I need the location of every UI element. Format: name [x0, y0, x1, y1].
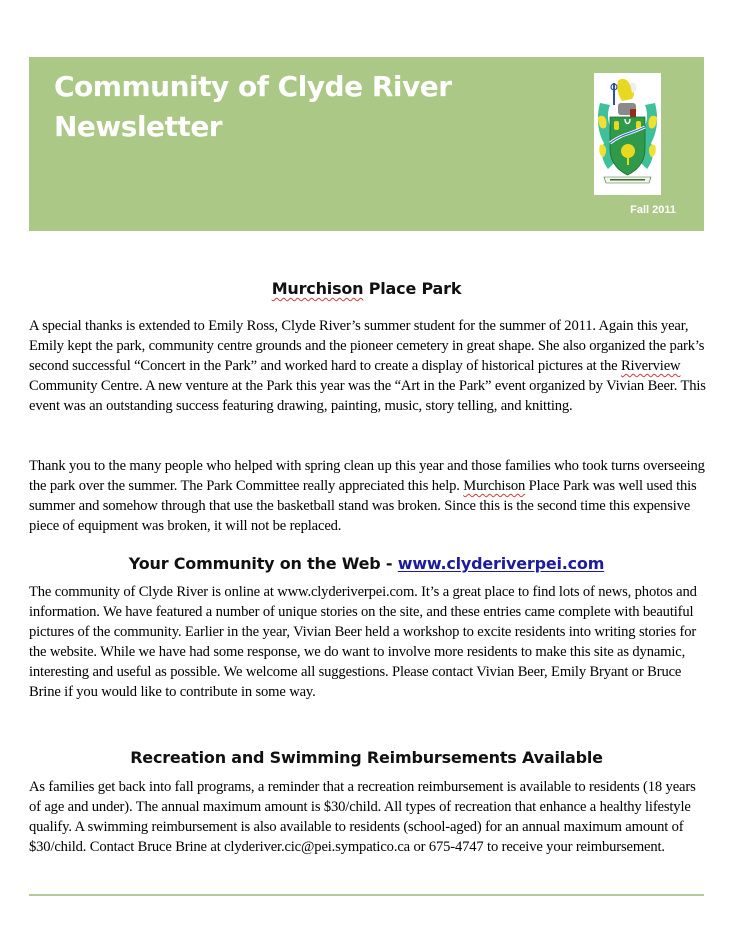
paragraph-text: Community Centre. A new venture at the Park this year was the “Art in the Park” event organized by Vivian Beer. This event was an outstanding success featuring drawing, painting, music, story telling, and knitting.: [29, 378, 706, 414]
heading-spellcheck-word: Murchison: [271, 279, 364, 298]
coat-of-arms-icon: [594, 73, 661, 195]
recreation-paragraph: As families get back into fall programs, a reminder that a recreation reimbursement is available to residents (18 years of age and under). The annual maximum amount is $30/child. All types of recreation that enhance a healthy lifestyle qualify. A swimming reimbursement is also available to residents (school-aged) for an annual maximum amount of $30/child. Contact Bruce Brine at clyderiver.cic@pei.sympatico.ca or 675-4747 to receive your reimbursement.: [29, 779, 696, 855]
title-line-1: Community of Clyde River: [54, 70, 452, 103]
newsletter-masthead: [29, 57, 704, 231]
heading-murchison-place-park: [29, 279, 704, 298]
heading-community-web: [29, 554, 704, 573]
park-paragraph-2: [29, 456, 709, 536]
spellcheck-word: Murchison: [463, 478, 526, 494]
paragraph-text: Thank you to the many people who helped with spring clean up this year and those families who took turns overseeing the park over the summer. The Park Committee really appreciated this help.: [29, 458, 705, 494]
heading-text: Your Community on the Web -: [128, 554, 398, 573]
newsletter-title: [54, 67, 452, 147]
title-line-2: Newsletter: [54, 110, 223, 143]
heading-recreation-reimbursements: Recreation and Swimming Reimbursements Available: [130, 748, 603, 767]
website-link[interactable]: www.clyderiverpei.com: [397, 554, 605, 573]
footer-divider: [29, 894, 704, 896]
paragraph-text: A special thanks is extended to Emily Ross, Clyde River’s summer student for the summer of 2011. Again this year, Emily kept the park, community centre grounds and the pioneer cemetery in great shape. She also organized the park’s second successful “Concert in the Park” and worked hard to create a display of historical pictures at the: [29, 318, 705, 374]
paragraph-text: Place Park was well used this summer and somehow through that use the basketball stand was broken. Since this is the second time this expensive piece of equipment was broken, it will not be replaced.: [29, 478, 697, 534]
web-paragraph: The community of Clyde River is online at www.clyderiverpei.com. It’s a great place to find lots of news, photos and information. We have featured a number of unique stories on the site, and these entries came complete with beautiful pictures of the community. Earlier in the year, Vivian Beer held a workshop to excite residents into writing stories for the website. While we have had some response, we do want to involve more residents to make this site as dynamic, interesting and useful as possible. We welcome all suggestions. Please contact Vivian Beer, Emily Bryant or Bruce Brine if you would like to contribute in some way.: [29, 584, 697, 700]
park-paragraph-1: [29, 316, 709, 416]
heading-text: Place Park: [363, 279, 462, 298]
issue-date: Fall 2011: [630, 204, 676, 216]
spellcheck-word: Riverview: [620, 358, 681, 374]
